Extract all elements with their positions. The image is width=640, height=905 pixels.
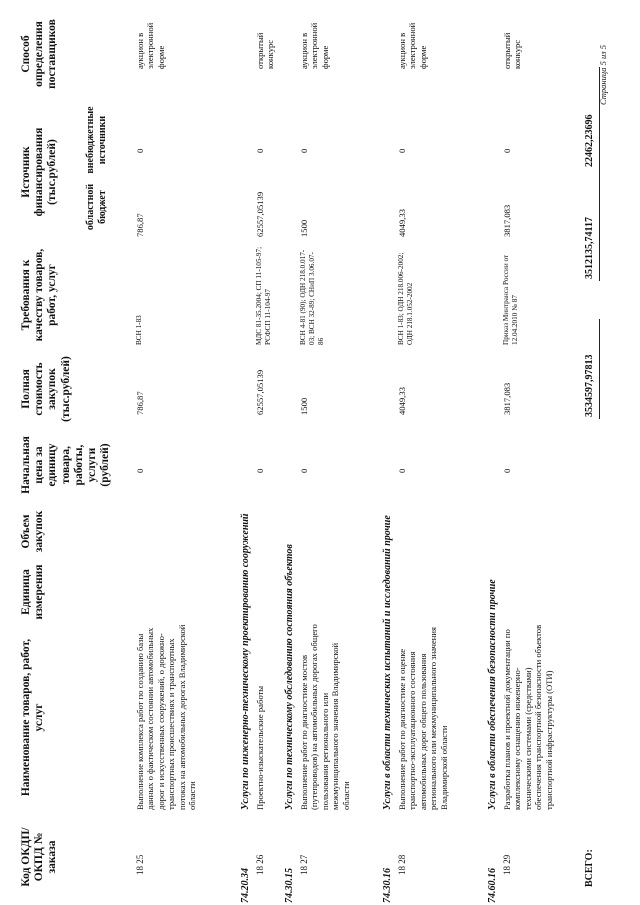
header-name: Наименование товаров, работ, услуг <box>20 638 46 797</box>
row-price: 0 <box>502 468 512 473</box>
row-regional: 786,87 <box>135 213 145 237</box>
row-number: 18 28 <box>397 854 407 875</box>
row-name: Выполнение комплекса работ по созданию базы данных о фактическом состоянии автомобильных дорог и искусственных сооружений, о дорожно-транспортных происшествиях и транспортных потоках на автомобильных дорогах Владимирской области <box>135 624 198 810</box>
row-requirements: МДС 81-35.2004; СП 11-105-97; РСФСП 11-104-97 <box>255 246 272 345</box>
row-method: аукцион в электронной форме <box>135 22 166 69</box>
row-method: аукцион в электронной форме <box>397 22 428 69</box>
section-code: 74.20.34 <box>240 868 251 903</box>
row-regional: 62557,05139 <box>255 191 265 237</box>
row-price: 0 <box>397 468 407 473</box>
section-title: Услуги по инженерно-техническому проектированию сооружений <box>240 513 251 810</box>
row-price: 0 <box>135 468 145 473</box>
section-title: Услуги в области технических испытаний и исследований прочие <box>382 515 393 810</box>
row-cost: 62557,05139 <box>255 369 265 415</box>
row-requirements: ВСН 1-83; ОДН 218.006-2002; ОДН 218.1.052-2002 <box>397 252 414 345</box>
row-extra: 0 <box>299 148 309 153</box>
header-full-cost: Полная стоимость закупок (тыс.рублей) <box>20 356 72 422</box>
totals-regional: 3512135,74117 <box>584 217 595 279</box>
row-number: 18 29 <box>502 854 512 875</box>
section-title: Услуги в области обеспечения безопасности прочие <box>487 579 498 810</box>
row-cost: 3817,083 <box>502 382 512 415</box>
header-fund-regional: областной бюджет <box>85 183 108 231</box>
row-regional: 4049,33 <box>397 209 407 237</box>
row-extra: 0 <box>255 148 265 153</box>
section-code: 74.60.16 <box>487 868 498 903</box>
row-regional: 1500 <box>299 219 309 237</box>
totals-extra: 22462,23696 <box>584 114 595 167</box>
row-requirements: ВСН 1-83 <box>135 315 143 345</box>
header-method: Способ определения поставщиков <box>20 19 59 89</box>
row-requirements: Приказ Минтранса России от 12.04.2010 № 87 <box>502 254 519 345</box>
row-extra: 0 <box>502 148 512 153</box>
totals-underline <box>599 319 600 419</box>
row-number: 18 25 <box>135 854 145 875</box>
totals-label: ВСЕГО: <box>584 849 595 887</box>
header-code: Код ОКДП/ ОКПД № заказа <box>20 827 59 887</box>
row-requirements: ВСН 4-81 (90); ОДН 218.0.017-03; ВСН 32-89; СНиП 3.06.07-86 <box>299 249 325 345</box>
row-cost: 1500 <box>299 397 309 415</box>
row-extra: 0 <box>135 148 145 153</box>
header-funding: Источник финансирования (тыс.рублей) <box>20 127 59 217</box>
row-cost: 4049,33 <box>397 387 407 415</box>
header-unit: Единица измерения <box>20 564 46 620</box>
row-number: 18 26 <box>255 854 265 875</box>
header-init-price: Начальная цена за единицу товара, работы, услуги (рублей) <box>20 436 112 494</box>
row-cost: 786,87 <box>135 391 145 415</box>
row-number: 18 27 <box>299 854 309 875</box>
row-name: Разработка планов и проектной документации по комплексному оснащению инженерно-техническими системами (средствами) обеспечения транспортной безопасности объектов транспортной инфраструктуры (ОТИ) <box>502 624 554 810</box>
page-number: Страница 5 из 5 <box>598 45 608 105</box>
row-name: Выполнение работ по диагностике и оценке транспортно-эксплуатационного состояния автомобильных дорог общего пользования регионального или межмуниципального значения Владимирской области <box>397 627 449 810</box>
section-code: 74.30.15 <box>284 868 295 903</box>
header-fund-extra: внебюджетные источники <box>85 106 108 174</box>
row-method: аукцион в электронной форме <box>299 22 330 69</box>
section-title: Услуги по техническому обследованию состояния объектов <box>284 544 295 810</box>
row-method: открытый конкурс <box>255 32 276 69</box>
row-regional: 3817,083 <box>502 204 512 237</box>
row-price: 0 <box>299 468 309 473</box>
row-extra: 0 <box>397 148 407 153</box>
row-price: 0 <box>255 468 265 473</box>
section-code: 74.30.16 <box>382 868 393 903</box>
header-requirements: Требования к качеству товаров, работ, услуг <box>20 248 59 342</box>
totals-cost: 3534597,97813 <box>584 354 595 417</box>
row-method: открытый конкурс <box>502 32 523 69</box>
row-name: Проектно-изыскательские работы <box>255 685 265 810</box>
header-volume: Объем закупок <box>20 510 46 553</box>
row-name: Выполнение работ по диагностике мостов (путепроводов) на автомобильных дорогах общего пользования регионального или межмуниципального значения Владимирской области <box>299 624 351 810</box>
